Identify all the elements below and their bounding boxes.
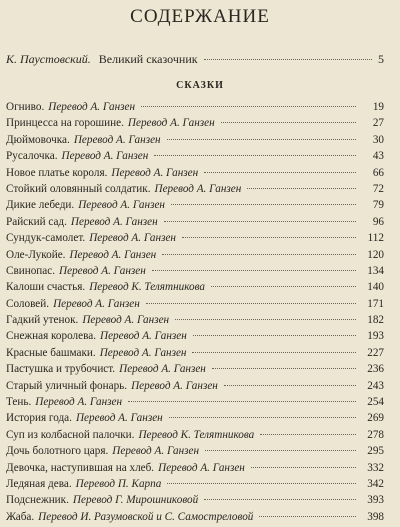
entry-title: Принцесса на горошине. xyxy=(6,117,124,130)
entry-page-number: 236 xyxy=(367,363,384,376)
entry-page-number: 193 xyxy=(367,330,384,343)
toc-entry xyxy=(6,445,384,461)
toc-entry xyxy=(6,396,384,412)
dot-leader xyxy=(193,335,356,336)
entry-translator: Перевод А. Ганзен xyxy=(100,330,187,343)
dot-leader xyxy=(141,106,356,107)
toc-entry xyxy=(6,347,384,363)
toc-entry xyxy=(6,150,384,166)
entry-translator: Перевод А. Ганзен xyxy=(61,150,149,163)
entry-page-number: 30 xyxy=(372,133,384,146)
entry-page-number: 332 xyxy=(367,461,384,474)
entry-translator: Перевод А. Ганзен xyxy=(53,297,140,310)
toc-entry xyxy=(6,265,384,281)
entry-title: Тень. xyxy=(6,396,32,409)
dot-leader xyxy=(146,303,356,304)
entry-translator: Перевод А. Ганзен xyxy=(70,215,158,228)
dot-leader xyxy=(192,352,356,353)
toc-entry xyxy=(6,462,384,478)
entry-title: Оле-Лукойе. xyxy=(6,248,66,261)
intro-author: К. Паустовский. xyxy=(6,52,91,66)
entry-translator: Перевод А. Ганзен xyxy=(154,182,242,195)
toc-entry xyxy=(6,412,384,428)
entry-page-number: 393 xyxy=(367,494,384,507)
entry-translator: Перевод А. Ганзен xyxy=(131,379,218,392)
entry-title: Дочь болотного царя. xyxy=(6,445,109,458)
dot-leader xyxy=(224,385,356,386)
entry-title: Новое платье короля. xyxy=(6,166,108,179)
entry-page-number: 243 xyxy=(367,379,384,392)
entry-title: История года. xyxy=(6,412,72,425)
dot-leader xyxy=(154,155,356,156)
intro-page-number: 5 xyxy=(378,52,384,66)
toc-entry xyxy=(6,429,384,445)
entry-title: Русалочка. xyxy=(6,150,58,163)
entry-title: Огниво. xyxy=(6,101,45,113)
entry-page-number: 96 xyxy=(372,215,384,228)
dot-leader xyxy=(204,499,356,500)
dot-leader xyxy=(204,59,372,60)
entry-translator: Перевод А. Ганзен xyxy=(48,101,136,113)
entry-page-number: 269 xyxy=(367,412,384,425)
table-of-contents xyxy=(6,101,384,527)
entry-translator: Перевод А. Ганзен xyxy=(89,232,176,245)
dot-leader xyxy=(251,467,356,468)
toc-entry xyxy=(6,380,384,396)
toc-entry xyxy=(6,199,384,215)
dot-leader xyxy=(204,172,356,173)
dot-leader xyxy=(162,254,356,255)
toc-entry xyxy=(6,117,384,133)
dot-leader xyxy=(175,319,356,320)
dot-leader xyxy=(221,122,356,123)
intro-title: Великий сказочник xyxy=(98,52,198,66)
toc-entry xyxy=(6,478,384,494)
entry-page-number: 254 xyxy=(367,396,384,409)
entry-page-number: 295 xyxy=(367,445,384,458)
entry-title: Суп из колбасной палочки. xyxy=(6,428,135,441)
entry-translator: Перевод А. Ганзен xyxy=(78,199,165,212)
entry-translator: Перевод А. Ганзен xyxy=(82,314,170,327)
entry-page-number: 134 xyxy=(367,264,384,277)
toc-entry xyxy=(6,363,384,379)
dot-leader xyxy=(167,483,356,484)
entry-page-number: 27 xyxy=(372,117,384,130)
entry-page-number: 140 xyxy=(367,281,384,294)
entry-title: Райский сад. xyxy=(6,215,67,228)
toc-entry xyxy=(6,249,384,265)
entry-title: Старый уличный фонарь. xyxy=(6,379,128,392)
entry-title: Снежная королева. xyxy=(6,330,96,343)
toc-entry xyxy=(6,281,384,297)
dot-leader xyxy=(205,450,356,451)
entry-title: Сундук-самолет. xyxy=(6,232,86,245)
dot-leader xyxy=(260,434,356,435)
toc-entry xyxy=(6,101,384,117)
entry-page-number: 66 xyxy=(372,166,384,179)
entry-translator: Перевод Г. Мирошниковой xyxy=(72,494,199,507)
toc-entry xyxy=(6,134,384,150)
entry-translator: Перевод А. Ганзен xyxy=(127,117,215,130)
entry-translator: Перевод А. Ганзен xyxy=(73,133,161,146)
entry-translator: Перевод А. Ганзен xyxy=(158,461,245,474)
entry-title: Гадкий утенок. xyxy=(6,314,79,327)
toc-entry xyxy=(6,494,384,510)
dot-leader xyxy=(182,237,356,238)
section-heading: СКАЗКИ xyxy=(176,80,224,91)
dot-leader xyxy=(212,368,356,369)
dot-leader xyxy=(247,188,356,189)
entry-translator: Перевод А. Ганзен xyxy=(59,264,146,277)
entry-translator: Перевод А. Ганзен xyxy=(69,248,157,261)
entry-page-number: 171 xyxy=(367,297,384,310)
entry-title: Калоши счастья. xyxy=(6,281,86,294)
entry-translator: Перевод А. Ганзен xyxy=(112,445,200,458)
entry-translator: Перевод А. Ганзен xyxy=(75,412,163,425)
toc-entry xyxy=(6,314,384,330)
entry-title: Ледяная дева. xyxy=(6,477,72,490)
entry-title: Пастушка и трубочист. xyxy=(6,363,116,376)
entry-title: Красные башмаки. xyxy=(6,346,96,359)
entry-title: Дюймовочка. xyxy=(6,133,70,146)
dot-leader xyxy=(167,139,356,140)
toc-entry xyxy=(6,183,384,199)
entry-translator: Перевод К. Телятникова xyxy=(138,428,255,441)
dot-leader xyxy=(152,270,356,271)
entry-page-number: 112 xyxy=(367,232,384,245)
intro-entry xyxy=(6,52,384,67)
dot-leader xyxy=(164,221,356,222)
entry-page-number: 278 xyxy=(367,428,384,441)
entry-page-number: 19 xyxy=(372,101,384,113)
dot-leader xyxy=(169,417,356,418)
toc-entry xyxy=(6,216,384,232)
entry-title: Соловей. xyxy=(6,297,50,310)
dot-leader xyxy=(259,516,356,517)
entry-title: Стойкий оловянный солдатик. xyxy=(6,182,151,195)
dot-leader xyxy=(128,401,356,402)
page-title: СОДЕРЖАНИЕ xyxy=(130,6,270,27)
toc-entry xyxy=(6,232,384,248)
entry-title: Свинопас. xyxy=(6,264,56,277)
entry-title: Подснежник. xyxy=(6,494,69,507)
entry-translator: Перевод А. Ганзен xyxy=(35,396,123,409)
toc-entry xyxy=(6,167,384,183)
entry-page-number: 120 xyxy=(367,248,384,261)
entry-page-number: 43 xyxy=(372,150,384,163)
entry-translator: Перевод А. Ганзен xyxy=(119,363,206,376)
dot-leader xyxy=(211,286,356,287)
dot-leader xyxy=(171,204,356,205)
entry-title: Девочка, наступившая на хлеб. xyxy=(6,461,155,474)
entry-translator: Перевод И. Разумовской и С. Самостреловой xyxy=(38,510,254,523)
entry-page-number: 227 xyxy=(367,346,384,359)
toc-entry xyxy=(6,298,384,314)
entry-page-number: 79 xyxy=(372,199,384,212)
entry-page-number: 182 xyxy=(367,314,384,327)
toc-entry xyxy=(6,330,384,346)
entry-title: Дикие лебеди. xyxy=(6,199,75,212)
entry-page-number: 72 xyxy=(372,182,384,195)
entry-title: Жаба. xyxy=(6,510,35,523)
entry-page-number: 342 xyxy=(367,477,384,490)
entry-translator: Перевод К. Телятникова xyxy=(89,281,206,294)
toc-entry xyxy=(6,511,384,527)
entry-translator: Перевод А. Ганзен xyxy=(111,166,199,179)
entry-translator: Перевод А. Ганзен xyxy=(99,346,187,359)
entry-translator: Перевод П. Карпа xyxy=(75,477,162,490)
entry-page-number: 398 xyxy=(367,510,384,523)
